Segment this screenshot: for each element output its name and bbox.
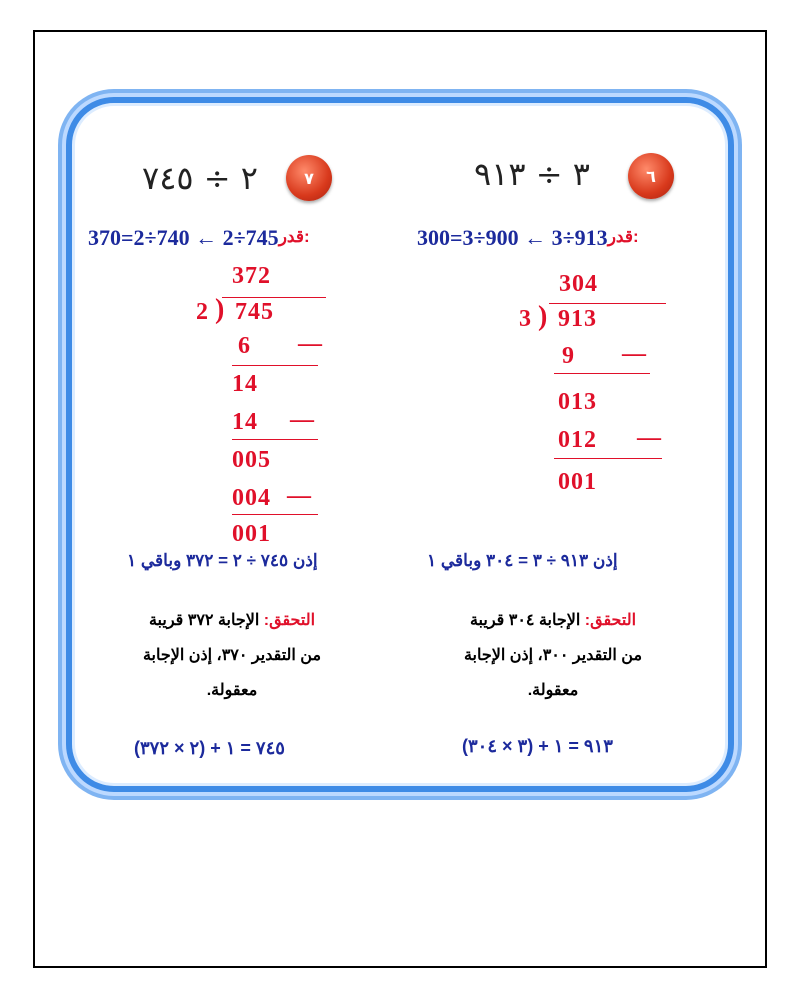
- problem-6-dividend: 913: [558, 306, 597, 332]
- problem-7-minus-1: —: [298, 331, 323, 357]
- problem-7-estimate-expression: 370=2÷740 ← 2÷745: [88, 225, 279, 250]
- problem-7-quotient: 372: [232, 263, 271, 289]
- problem-6-estimate-expression: 300=3÷900 ← 3÷913: [417, 225, 608, 250]
- problem-6-minus-1: —: [622, 341, 647, 367]
- problem-7-check-line-3: معقولة.: [206, 682, 258, 699]
- problem-7-estimate: [88, 225, 310, 251]
- problem-6-bracket: ): [538, 301, 548, 332]
- problem-6-step-2: 013: [558, 389, 597, 415]
- problem-7-divisor: 2: [196, 299, 209, 325]
- problem-7-estimate-label: قدر:: [278, 227, 310, 246]
- problem-7-dividend: 745: [235, 299, 274, 325]
- problem-6-step-1: 9: [562, 343, 575, 369]
- problem-7-minus-2: —: [290, 407, 315, 433]
- problem-6-estimate-label: قدر:: [607, 227, 639, 246]
- problem-7-equation: ٧٤٥ = ١ + (٢ × ٣٧٢): [134, 738, 285, 758]
- worksheet-card: [66, 97, 734, 792]
- problem-7-check-line-2: من التقدير ٣٧٠، إذن الإجابة: [142, 647, 322, 664]
- problem-6-title: ٣ ÷ ٩١٣: [474, 155, 590, 193]
- problem-7-title: ٢ ÷ ٧٤٥: [142, 159, 258, 197]
- problem-6-minus-2: —: [637, 425, 662, 451]
- problem-7-line-2: [232, 439, 318, 440]
- problem-6-estimate: [417, 225, 639, 251]
- problem-6-line-1: [554, 373, 650, 374]
- problem-7-check-line-1: [112, 603, 352, 638]
- problem-7-step-4: 005: [232, 447, 271, 473]
- problem-7-check-text-1: الإجابة ٣٧٢ قريبة: [148, 612, 260, 629]
- problem-6-line-2: [554, 458, 662, 459]
- problem-7-minus-3: —: [287, 483, 312, 509]
- problem-7-step-5: 004: [232, 485, 271, 511]
- problem-7-remainder: 001: [232, 521, 271, 547]
- problem-7-step-1: 6: [238, 333, 251, 359]
- problem-7-line-3: [232, 514, 318, 515]
- problem-6-step-3: 012: [558, 427, 597, 453]
- problem-6-check-line-2: من التقدير ٣٠٠، إذن الإجابة: [463, 647, 643, 664]
- problem-7-step-2: 14: [232, 371, 258, 397]
- problem-6-check-text-1: الإجابة ٣٠٤ قريبة: [469, 612, 581, 629]
- problem-6-check-line-1: [428, 603, 678, 638]
- problem-6-division-bar: [549, 303, 666, 304]
- problem-7-line-1: [232, 365, 318, 366]
- problem-7-check: [112, 603, 352, 708]
- problem-6-divisor: 3: [519, 306, 532, 332]
- problem-7-conclusion: إذن ٧٤٥ ÷ ٢ = ٣٧٢ وباقي ١: [127, 551, 318, 570]
- problem-6-badge: ٦: [628, 153, 674, 199]
- problem-6-conclusion: إذن ٩١٣ ÷ ٣ = ٣٠٤ وباقي ١: [427, 551, 618, 570]
- problem-7-step-3: 14: [232, 409, 258, 435]
- problem-6-check-line-3: معقولة.: [527, 682, 579, 699]
- problem-6-check-label: التحقق:: [584, 612, 637, 629]
- problem-6-check: [428, 603, 678, 708]
- problem-7-badge: ٧: [286, 155, 332, 201]
- problem-7-division-bar: [222, 297, 326, 298]
- problem-6-equation: ٩١٣ = ١ + (٣ × ٣٠٤): [462, 736, 613, 756]
- problem-7-check-label: التحقق:: [263, 612, 316, 629]
- problem-6-quotient: 304: [559, 271, 598, 297]
- problem-7-bracket: ): [215, 294, 225, 325]
- problem-6-remainder: 001: [558, 469, 597, 495]
